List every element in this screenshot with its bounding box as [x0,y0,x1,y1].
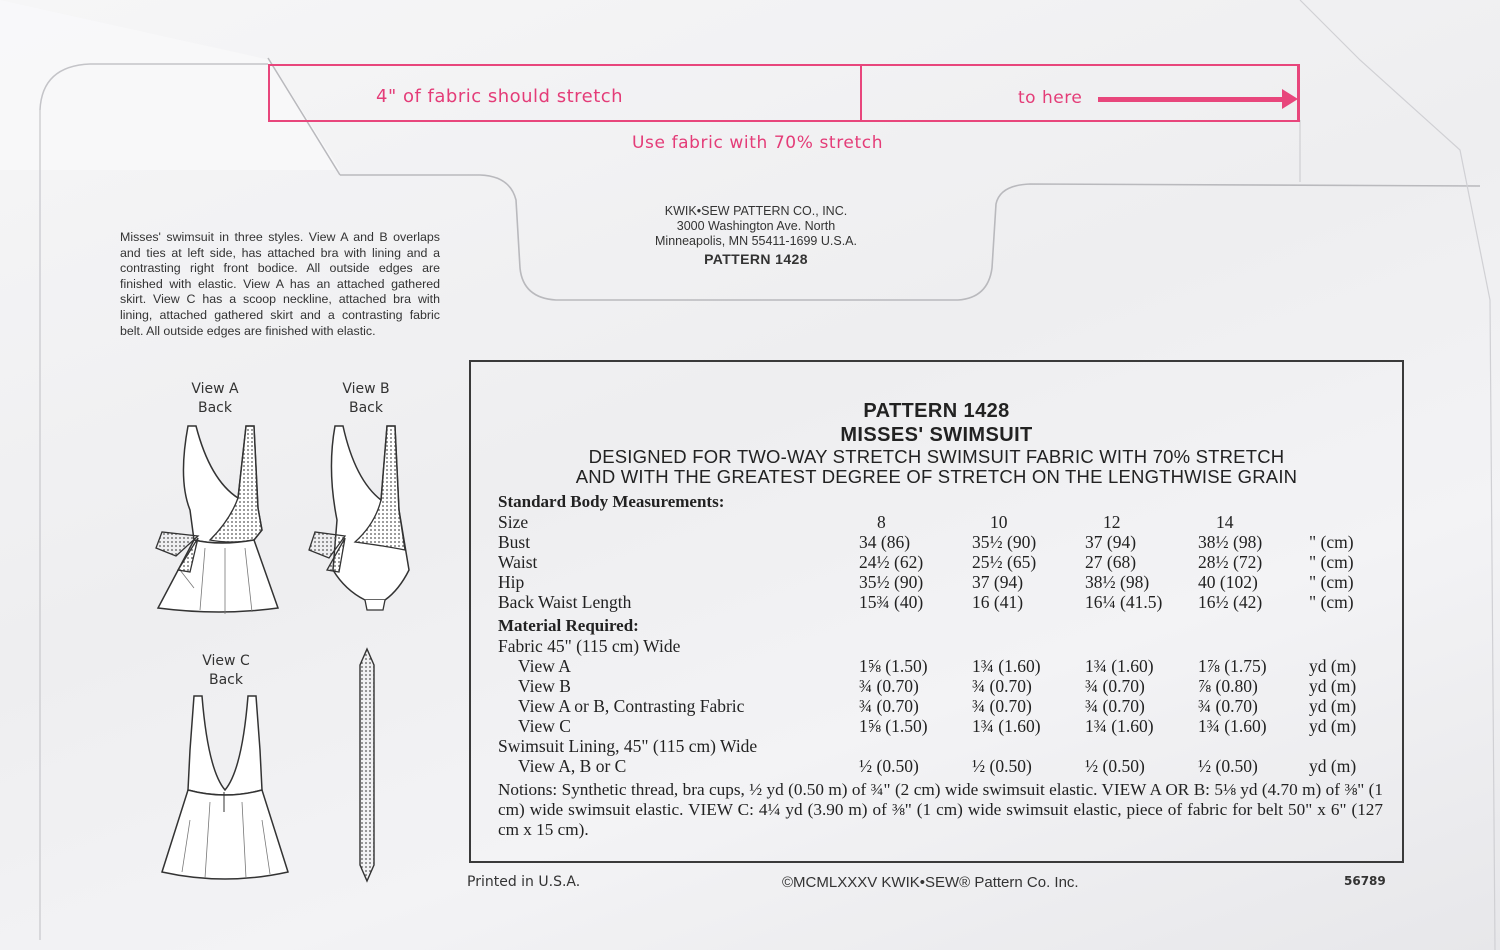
row-value: 10 [990,512,1008,532]
pattern-description: Misses' swimsuit in three styles. View A and B overlaps and ties at left side, has attached bra with lining and a contrasting right front bodice. All outside edges are finished with elastic. View A has an attached gathered skirt. View C has a scoop neckline, attached bra with lining, attached gathered skirt and a contrasting fabric belt. All outside edges are finished with elastic. [120,230,440,338]
pattern-code: 56789 [1344,874,1386,888]
view-a-title: View A [191,381,239,397]
row-label: View A [518,656,571,676]
row-label: Fabric 45" (115 cm) Wide [498,636,681,656]
row-value: 37 (94) [972,572,1024,592]
notions-text: Notions: Synthetic thread, bra cups, ½ yd (0.50 m) of ¾" (2 cm) wide swimsuit elastic. VIEW A OR B: 5⅛ yd (4.70 m) of ⅜" (1 cm) wide swimsuit elastic. VIEW C: 4¼ yd (3.90 m) of ⅜" (1 cm) wide swimsuit elastic, piece of fabric for belt 50" x 6" (127 cm x 15 cm). [498,780,1383,839]
table-row [471,716,1402,736]
row-value: 38½ (98) [1085,572,1150,592]
table-row [471,676,1402,696]
row-value: 1¾ (1.60) [972,656,1041,676]
row-value: 1¾ (1.60) [1198,716,1267,736]
view-a-subtitle: Back [198,400,232,416]
row-value: 40 (102) [1198,572,1258,592]
table-row [471,656,1402,676]
company-street: 3000 Washington Ave. North [676,219,836,233]
row-unit: " (cm) [1309,572,1354,592]
row-value: 1¾ (1.60) [1085,656,1154,676]
row-value: 14 [1216,512,1234,532]
row-value: 12 [1103,512,1121,532]
view-b-label [321,380,411,418]
row-value: ½ (0.50) [1085,756,1145,776]
view-c-label [181,652,271,690]
arrow-right-icon [1098,97,1284,102]
row-value: ½ (0.50) [859,756,919,776]
row-value: 8 [877,512,886,532]
row-value: 35½ (90) [972,532,1037,552]
table-row [471,512,1402,532]
row-value: 1¾ (1.60) [1085,716,1154,736]
chart-fabric-note-line2: AND WITH THE GREATEST DEGREE OF STRETCH ON THE LENGTHWISE GRAIN [575,466,1298,487]
row-value: ¾ (0.70) [972,676,1032,696]
row-value: ¾ (0.70) [1085,696,1145,716]
body-measurements-heading: Standard Body Measurements: [498,492,725,511]
chart-subtitle: MISSES' SWIMSUIT [840,424,1033,446]
row-value: ¾ (0.70) [1085,676,1145,696]
view-c-back-sketch [150,690,300,890]
row-unit: " (cm) [1309,592,1354,612]
row-value: ¾ (0.70) [972,696,1032,716]
row-value: 28½ (72) [1198,552,1263,572]
row-value: ¾ (0.70) [859,696,919,716]
company-name: KWIK•SEW PATTERN CO., INC. [664,204,848,218]
row-value: 16¼ (41.5) [1085,592,1163,612]
table-row [471,532,1402,552]
row-value: 35½ (90) [859,572,924,592]
view-b-subtitle: Back [349,400,383,416]
row-value: 15¾ (40) [859,592,924,612]
chart-fabric-note-line1: DESIGNED FOR TWO-WAY STRETCH SWIMSUIT FABRIC WITH 70% STRETCH [588,446,1285,467]
row-label: View A or B, Contrasting Fabric [518,696,745,716]
company-pattern-number: PATTERN 1428 [704,251,808,267]
row-value: 1⅞ (1.75) [1198,656,1267,676]
table-row [471,572,1402,592]
row-unit: yd (m) [1309,716,1357,736]
arrow-head-icon [1282,89,1298,109]
company-block [606,204,906,267]
table-row [471,592,1402,612]
row-label: Back Waist Length [498,592,632,612]
view-a-back-sketch [150,420,290,620]
row-value: ⅞ (0.80) [1198,676,1258,696]
chart-title: PATTERN 1428 [863,400,1010,422]
row-unit: yd (m) [1309,656,1357,676]
table-row [471,636,1402,656]
row-unit: yd (m) [1309,756,1357,776]
material-required-heading: Material Required: [498,616,639,635]
row-value: 16½ (42) [1198,592,1263,612]
table-row [471,756,1402,776]
view-c-subtitle: Back [209,672,243,688]
table-row [471,736,1402,756]
row-value: 1¾ (1.60) [972,716,1041,736]
copyright: ©MCMLXXXV KWIK•SEW® Pattern Co. Inc. [782,874,1079,891]
row-value: 38½ (98) [1198,532,1263,552]
measurement-chart [469,360,1404,863]
to-here-label: to here [1018,88,1083,108]
row-value: 1⅝ (1.50) [859,656,928,676]
row-value: ¾ (0.70) [859,676,919,696]
row-label: Bust [498,532,531,552]
view-a-label [170,380,260,418]
view-c-title: View C [202,653,250,669]
row-label: View B [518,676,571,696]
row-value: 25½ (65) [972,552,1037,572]
row-label: Hip [498,572,525,592]
row-value: ¾ (0.70) [1198,696,1258,716]
row-unit: yd (m) [1309,676,1357,696]
row-unit: yd (m) [1309,696,1357,716]
row-label: View C [518,716,571,736]
row-value: 34 (86) [859,532,911,552]
row-unit: " (cm) [1309,552,1354,572]
belt-sketch [352,645,382,885]
table-row [471,552,1402,572]
table-row [471,696,1402,716]
row-unit: " (cm) [1309,532,1354,552]
row-value: 24½ (62) [859,552,924,572]
stretch-gauge-label: 4" of fabric should stretch [376,86,624,107]
printed-in: Printed in U.S.A. [467,874,581,890]
row-label: Size [498,512,529,532]
company-city: Minneapolis, MN 55411-1699 U.S.A. [655,234,857,248]
row-label: Waist [498,552,538,572]
row-value: 37 (94) [1085,532,1137,552]
row-value: ½ (0.50) [1198,756,1258,776]
view-b-title: View B [342,381,390,397]
row-value: ½ (0.50) [972,756,1032,776]
row-value: 27 (68) [1085,552,1137,572]
row-value: 1⅝ (1.50) [859,716,928,736]
use-fabric-note: Use fabric with 70% stretch [632,133,884,153]
view-b-back-sketch [305,420,425,620]
row-value: 16 (41) [972,592,1024,612]
gauge-divider [860,64,862,122]
row-label: View A, B or C [518,756,627,776]
row-label: Swimsuit Lining, 45" (115 cm) Wide [498,736,758,756]
